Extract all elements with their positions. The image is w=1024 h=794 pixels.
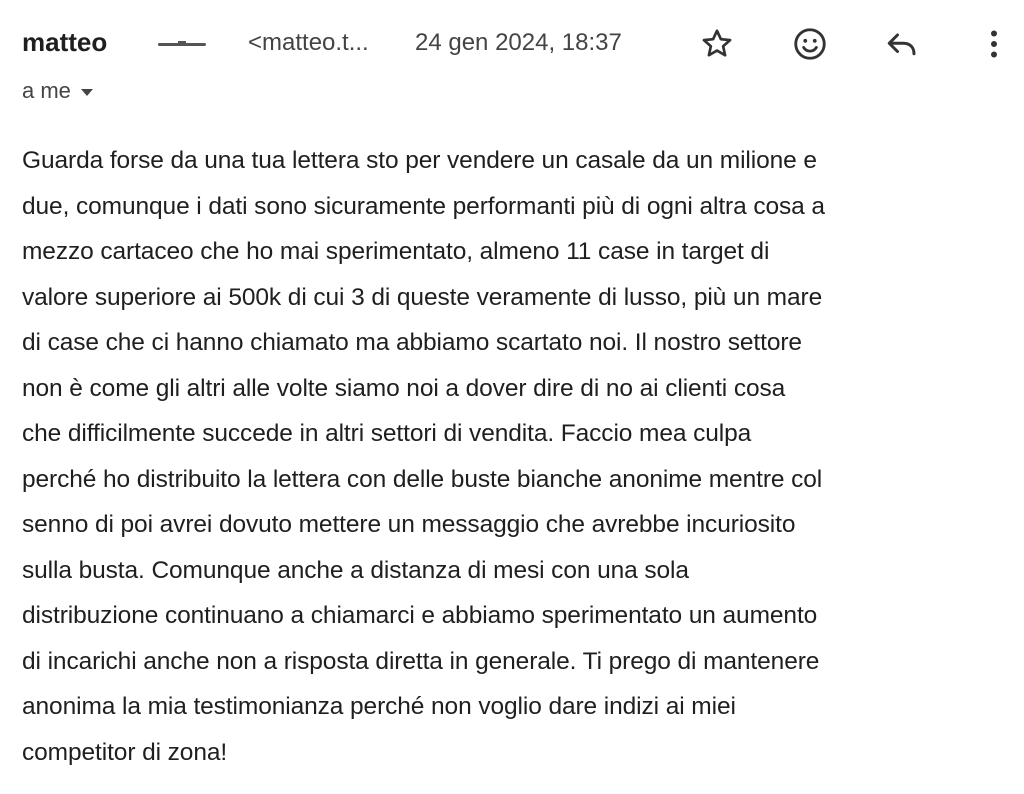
star-button[interactable] xyxy=(695,22,739,66)
sender-name[interactable]: matteo xyxy=(22,27,108,57)
message-header xyxy=(0,0,1024,120)
message-body: Guarda forse da una tua lettera sto per vendere un casale da un milione e due, comunque i dati sono sicuramente performanti più di ogni altra cosa a mezzo cartaceo che ho mai sperimentato, almeno 11 case in target di valore superiore ai 500k di cui 3 di queste veramente di lusso, più un mare di case che ci hanno chiamato ma abbiamo scartato noi. Il nostro settore non è come gli altri alle volte siamo noi a dover dire di no ai clienti cosa che difficilmente succede in altri settori di vendita. Faccio mea culpa perché ho distribuito la lettera con delle buste bianche anonime mentre col senno di poi avrei dovuto mettere un messaggio che avrebbe incuriosito sulla busta. Comunque anche a distanza di mesi con una sola distribuzione continuano a chiamarci e abbiamo sperimentato un aumento di incarichi anche non a risposta diretta in generale. Ti prego di mantenere anonima la mia testimonianza perché non voglio dare indizi ai miei competitor di zona! xyxy=(22,147,825,766)
chevron-down-icon xyxy=(81,89,93,96)
more-vertical-icon xyxy=(976,26,1012,62)
star-icon xyxy=(699,26,735,62)
message-timestamp: 24 gen 2024, 18:37 xyxy=(415,29,622,56)
recipient-label: a me xyxy=(22,78,71,103)
add-reaction-button[interactable] xyxy=(788,22,832,66)
redacted-surname xyxy=(158,43,206,46)
sender-email[interactable]: <matteo.t... xyxy=(248,29,369,56)
reply-button[interactable] xyxy=(880,22,924,66)
more-options-button[interactable] xyxy=(972,22,1016,66)
reply-icon xyxy=(884,26,920,62)
emoji-icon xyxy=(791,25,829,63)
recipient-dropdown[interactable] xyxy=(22,78,93,104)
